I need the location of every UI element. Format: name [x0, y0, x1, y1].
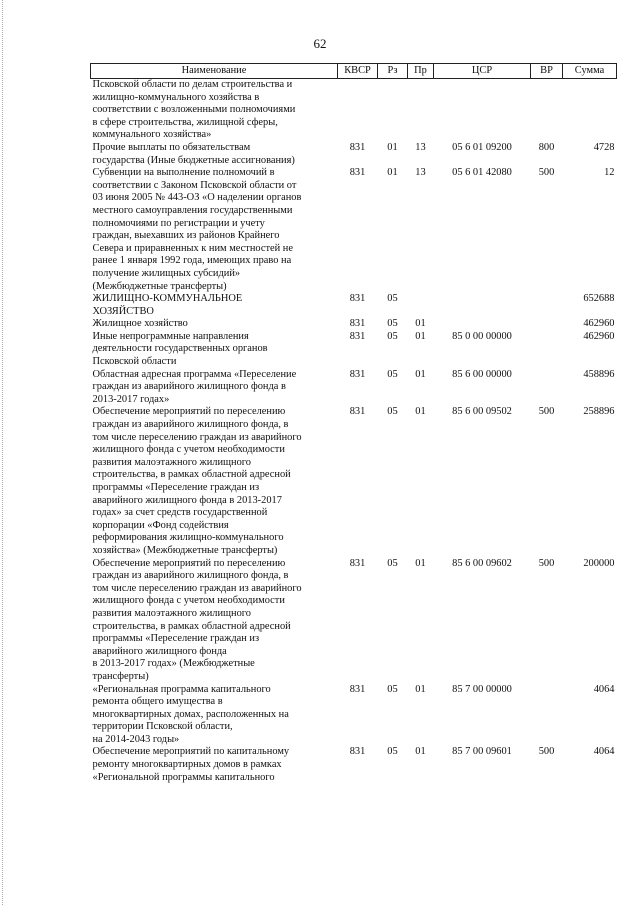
- row-sum: 652688: [583, 293, 615, 305]
- row-sum: 12: [604, 167, 615, 179]
- table-row: [91, 369, 617, 407]
- row-rz: [378, 79, 408, 142]
- row-rz: 05: [387, 683, 398, 695]
- row-name: Жилищное хозяйство: [92, 318, 188, 330]
- row-sum: [563, 79, 617, 142]
- row-name: Псковской области по делам строительства и жилищно-коммунального хозяйства в соответствии с возложенными полномочиями в сфере строительства, жилищной сферы, коммунального хозяйства»: [92, 79, 296, 141]
- row-kvsr: 831: [349, 368, 366, 380]
- row-sum: 4064: [593, 746, 615, 758]
- row-sum: 4064: [593, 683, 615, 695]
- row-vr: 800: [538, 141, 555, 153]
- row-vr: [531, 331, 563, 369]
- row-sum: 462960: [583, 318, 615, 330]
- table-row: [91, 167, 617, 293]
- header-name: Наименование: [91, 64, 338, 79]
- row-kvsr: [338, 79, 378, 142]
- row-csr: [434, 293, 531, 318]
- row-pr: 01: [415, 557, 426, 569]
- table-row: [91, 318, 617, 331]
- row-pr: 01: [415, 368, 426, 380]
- row-name: Обеспечение мероприятий по капитальному ремонту многоквартирных домов в рамках «Региональной программы капитального: [92, 746, 290, 783]
- row-kvsr: 831: [349, 746, 366, 758]
- row-vr: 500: [538, 746, 555, 758]
- row-vr: 500: [538, 167, 555, 179]
- table-row: [91, 684, 617, 747]
- header-kvsr: КВСР: [338, 64, 378, 79]
- table-row: [91, 293, 617, 318]
- table-body: [91, 79, 617, 785]
- row-vr: [531, 293, 563, 318]
- table-header-row: [91, 64, 617, 79]
- row-pr: 01: [415, 406, 426, 418]
- row-csr: 85 6 00 00000: [452, 368, 512, 380]
- row-kvsr: 831: [349, 683, 366, 695]
- table-row: [91, 79, 617, 142]
- row-rz: 05: [387, 746, 398, 758]
- header-rz: Рз: [378, 64, 408, 79]
- row-csr: 85 0 00 00000: [452, 330, 512, 342]
- table-row: [91, 142, 617, 167]
- row-name: Иные непрограммные направления деятельности государственных органов Псковской области: [92, 330, 268, 368]
- row-kvsr: 831: [349, 330, 366, 342]
- header-sum: Сумма: [563, 64, 617, 79]
- row-sum: 200000: [583, 557, 615, 569]
- row-kvsr: 831: [349, 293, 366, 305]
- row-csr: 05 6 01 09200: [452, 141, 512, 153]
- row-kvsr: 831: [349, 318, 366, 330]
- row-vr: [531, 369, 563, 407]
- row-kvsr: 831: [349, 167, 366, 179]
- row-name: Областная адресная программа «Переселение граждан из аварийного жилищного фонда в 2013-2017 годах»: [92, 368, 297, 405]
- row-csr: 85 6 00 09602: [452, 557, 512, 569]
- row-vr: 500: [538, 406, 555, 418]
- row-sum: 4728: [593, 141, 615, 153]
- budget-table: [90, 63, 617, 784]
- row-name: ЖИЛИЩНО-КОММУНАЛЬНОЕ ХОЗЯЙСТВО: [92, 293, 243, 317]
- row-pr: 01: [415, 318, 426, 330]
- row-rz: 01: [387, 141, 398, 153]
- row-csr: [434, 318, 531, 331]
- row-pr: 01: [415, 746, 426, 758]
- row-sum: 458896: [583, 368, 615, 380]
- row-name: Прочие выплаты по обязательствам государства (Иные бюджетные ассигнования): [92, 141, 295, 166]
- header-pr: Пр: [408, 64, 434, 79]
- row-rz: 05: [387, 406, 398, 418]
- row-csr: 05 6 01 42080: [452, 167, 512, 179]
- table-row: [91, 746, 617, 784]
- row-pr: [408, 293, 434, 318]
- row-rz: 05: [387, 330, 398, 342]
- table-row: [91, 558, 617, 684]
- row-vr: 500: [538, 557, 555, 569]
- row-pr: 01: [415, 330, 426, 342]
- row-csr: 85 7 00 00000: [452, 683, 512, 695]
- row-csr: 85 7 00 09601: [452, 746, 512, 758]
- row-rz: 05: [387, 557, 398, 569]
- row-name: Обеспечение мероприятий по переселению граждан из аварийного жилищного фонда, в том числе переселению граждан из аварийного жилищного фонда с учетом необходимости развития малоэтажного жилищного строительства, в рамках областной адресной программы «Переселение граждан из аварийного жилищного фонда в 2013-2017 годах» за счет средств государственной корпорации «Фонд содействия реформирования жилищно-коммунального хозяйства» (Межбюджетные трансферты): [92, 406, 302, 556]
- row-kvsr: 831: [349, 557, 366, 569]
- row-rz: 01: [387, 167, 398, 179]
- row-vr: [531, 79, 563, 142]
- row-csr: 85 6 00 09502: [452, 406, 512, 418]
- row-rz: 05: [387, 368, 398, 380]
- row-sum: 462960: [583, 330, 615, 342]
- header-csr: ЦСР: [434, 64, 531, 79]
- row-pr: 01: [415, 683, 426, 695]
- row-rz: 05: [387, 293, 398, 305]
- row-pr: 13: [415, 141, 426, 153]
- row-kvsr: 831: [349, 406, 366, 418]
- row-vr: [531, 684, 563, 747]
- page-number: 62: [313, 36, 327, 51]
- row-name: Субвенции на выполнение полномочий в соответствии с Законом Псковской области от 03 июня 2005 № 443-ОЗ «О наделении органов местного самоуправления государственными полномочиями по регистрации и учету граждан, выехавших из районов Крайнего Севера и приравненных к ним местностей не ранее 1 января 1992 года, имеющих право на получение жилищных субсидий» (Межбюджетные трансферты): [92, 167, 302, 292]
- row-pr: [408, 79, 434, 142]
- header-vr: ВР: [531, 64, 563, 79]
- row-vr: [531, 318, 563, 331]
- row-csr: [434, 79, 531, 142]
- row-rz: 05: [387, 318, 398, 330]
- row-name: «Региональная программа капитального ремонта общего имущества в многоквартирных домах, расположенных на территории Псковской области, на 2014-2043 годы»: [92, 683, 289, 745]
- row-name: Обеспечение мероприятий по переселению граждан из аварийного жилищного фонда, в том числе переселению граждан из аварийного жилищного фонда с учетом необходимости развития малоэтажного жилищного строительства, в рамках областной адресной программы «Переселение граждан из аварийного жилищного фонда в 2013-2017 годах» (Межбюджетные трансферты): [92, 557, 302, 682]
- row-pr: 13: [415, 167, 426, 179]
- table-row: [91, 406, 617, 557]
- row-kvsr: 831: [349, 141, 366, 153]
- row-sum: 258896: [583, 406, 615, 418]
- scan-edge: [2, 0, 7, 905]
- table-row: [91, 331, 617, 369]
